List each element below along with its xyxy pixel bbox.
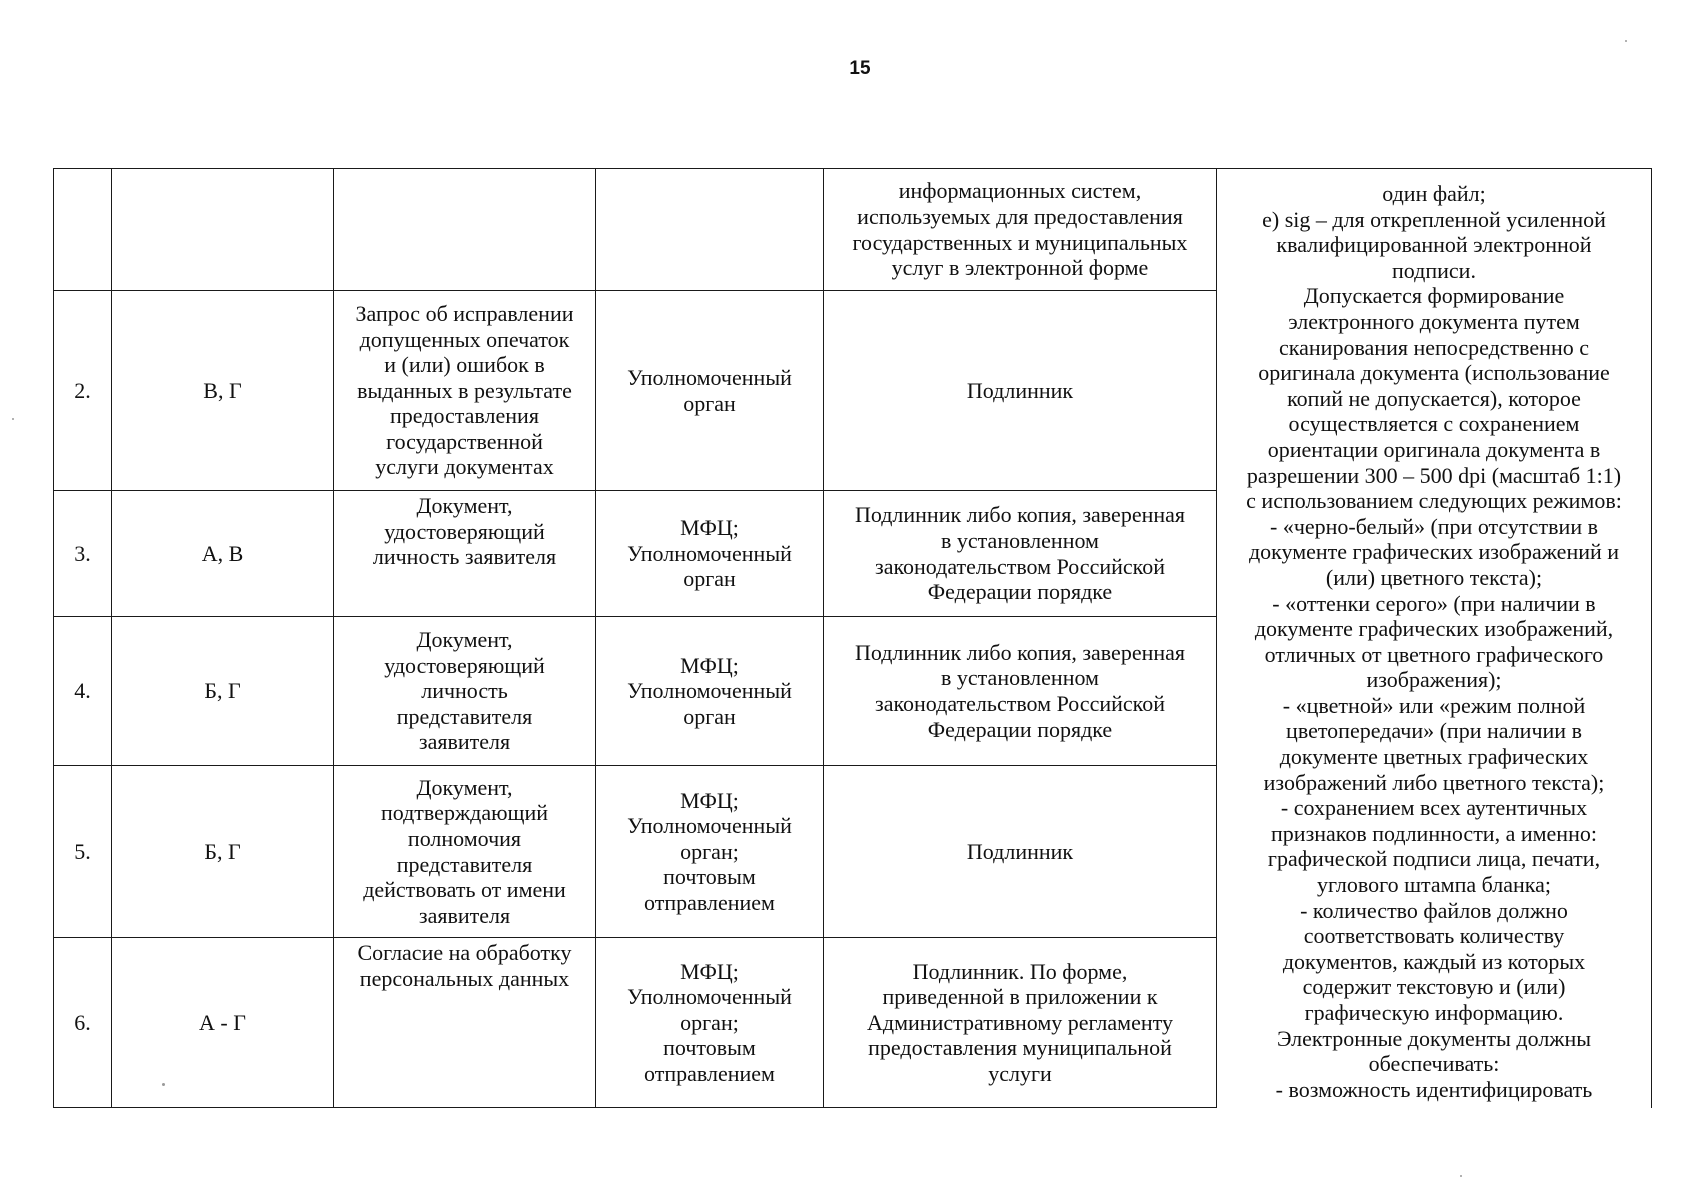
text-line: Документ, [416, 627, 513, 653]
text-line: услуги [988, 1060, 1052, 1086]
text-line: государственных и муниципальных [852, 229, 1188, 255]
text-line: выданных в результате [357, 377, 572, 403]
text-line: оригинала документа (использование [1258, 360, 1610, 386]
text-line: предоставления муниципальной [868, 1035, 1172, 1061]
text-line: разрешении 300 – 500 dpi (масштаб 1:1) [1246, 462, 1622, 488]
text-line: заявителя [418, 729, 511, 755]
text-line: - «черно-белый» (при отсутствии в [1270, 513, 1598, 539]
text-line: Подлинник. По форме, [912, 958, 1128, 984]
text-line: - возможность идентифицировать [1275, 1076, 1593, 1102]
text-line: графическую информацию. [1304, 1000, 1564, 1025]
document-name-cell [334, 938, 596, 1108]
text-line: государственной [386, 428, 543, 454]
applicant-category-cell: Б, Г [112, 617, 334, 766]
document-form-cell [824, 938, 1217, 1108]
text-line: услуги документах [375, 454, 554, 480]
text-line: Уполномоченный [627, 540, 792, 566]
text-line: сканирования непосредственно с [1279, 334, 1589, 360]
text-line: отличных от цветного графического [1264, 641, 1604, 667]
text-line: в установленном [941, 527, 1099, 553]
document-name-cell [334, 766, 596, 938]
text-line: орган [683, 566, 736, 592]
applicant-category-cell: Б, Г [112, 766, 334, 938]
text-line: (или) цветного текста); [1325, 564, 1543, 590]
text-line: представителя [396, 703, 533, 729]
text-line: и (или) ошибок в [384, 352, 545, 378]
text-line: полномочия [407, 825, 522, 851]
text-line: изображения); [1366, 667, 1502, 693]
text-line: Подлинник [966, 838, 1074, 864]
text-line: личность заявителя [372, 544, 557, 570]
text-line: орган [683, 390, 736, 416]
text-line: Федерации порядке [927, 716, 1113, 742]
submission-place-cell [596, 491, 824, 617]
text-line: почтовым [663, 864, 756, 890]
document-name-cell [334, 169, 596, 291]
text-line: Подлинник либо копия, заверенная [854, 502, 1186, 528]
scan-speck [162, 1083, 165, 1086]
scan-speck [1460, 1175, 1462, 1177]
submission-place-cell [596, 169, 824, 291]
text-line: действовать от имени [363, 877, 566, 903]
text-line: подписи. [1392, 257, 1476, 283]
document-form-cell [824, 766, 1217, 938]
applicant-category-cell [112, 169, 334, 291]
text-line: МФЦ; [680, 958, 739, 984]
text-line: представителя [396, 851, 533, 877]
text-line: цветопередачи» (при наличии в [1286, 718, 1582, 744]
text-line: личность [421, 678, 508, 704]
document-name-cell [334, 491, 596, 617]
text-line: МФЦ; [680, 515, 739, 541]
text-line: Согласие на обработку [357, 940, 572, 965]
text-line: содержит текстовую и (или) [1302, 974, 1566, 1000]
text-line: МФЦ; [680, 652, 739, 678]
document-name-cell [334, 617, 596, 766]
text-line: отправлением [644, 889, 775, 915]
text-line: ориентации оригинала документа в [1267, 436, 1601, 462]
text-line: документе цветных графических [1279, 744, 1589, 770]
text-line: орган [683, 703, 736, 729]
text-line: удостоверяющий [384, 518, 545, 544]
text-line: Федерации порядке [927, 579, 1113, 605]
text-line: Запрос об исправлении [355, 300, 574, 326]
submission-place-cell [596, 938, 824, 1108]
applicant-category-cell: А, В [112, 491, 334, 617]
text-line: заявителя [418, 902, 511, 928]
text-line: углового штампа бланка; [1316, 872, 1552, 898]
page-number: 15 [849, 58, 871, 79]
text-line: законодательством Российской [875, 691, 1165, 716]
submission-place-cell [596, 291, 824, 491]
text-line: Уполномоченный [627, 984, 792, 1010]
text-line: Подлинник либо копия, заверенная [854, 639, 1186, 665]
document-form-cell [824, 491, 1217, 617]
row-number-cell: 4. [54, 617, 112, 766]
text-line: услуг в электронной форме [891, 255, 1149, 281]
text-line: - «цветной» или «режим полной [1282, 692, 1586, 718]
submission-place-cell [596, 766, 824, 938]
text-line: орган; [680, 838, 739, 864]
text-line: почтовым [663, 1035, 756, 1061]
text-line: орган; [680, 1009, 739, 1035]
text-line: признаков подлинности, а именно: [1271, 820, 1597, 846]
text-line: соответствовать количеству [1303, 923, 1565, 949]
text-line: изображений либо цветного текста); [1263, 769, 1605, 795]
text-line: подтверждающий [380, 800, 549, 826]
documents-table [53, 168, 1652, 1108]
text-line: Электронные документы должны [1276, 1025, 1592, 1051]
text-line: персональных данных [359, 965, 570, 991]
text-line: документе графических изображений, [1254, 616, 1614, 642]
document-form-cell [824, 169, 1217, 291]
table-row [54, 169, 1652, 291]
text-line: один файл; [1382, 181, 1486, 206]
text-line: обеспечивать: [1368, 1051, 1500, 1077]
text-line: с использованием следующих режимов: [1246, 488, 1622, 514]
text-line: квалифицированной электронной [1276, 232, 1592, 258]
text-line: графической подписи лица, печати, [1267, 846, 1601, 872]
scan-speck [12, 418, 14, 420]
text-line: используемых для предоставления [857, 203, 1183, 229]
text-line: в установленном [941, 665, 1099, 691]
row-number-cell: 3. [54, 491, 112, 617]
text-line: Допускается формирование [1303, 283, 1565, 309]
row-number-cell: 5. [54, 766, 112, 938]
text-line: Административному регламенту [867, 1009, 1173, 1035]
text-line: приведенной в приложении к [882, 984, 1158, 1010]
document-name-cell [334, 291, 596, 491]
applicant-category-cell: А - Г [112, 938, 334, 1108]
text-line: МФЦ; [680, 787, 739, 813]
text-line: осуществляется с сохранением [1288, 411, 1580, 437]
electronic-document-requirements-cell [1217, 169, 1652, 1108]
text-line: отправлением [644, 1060, 775, 1086]
applicant-category-cell: В, Г [112, 291, 334, 491]
text-line: документов, каждый из которых [1282, 948, 1586, 974]
text-line: Подлинник [966, 377, 1074, 403]
text-line: удостоверяющий [384, 652, 545, 678]
text-line: законодательством Российской [875, 553, 1165, 579]
document-form-cell [824, 291, 1217, 491]
document-form-cell [824, 617, 1217, 766]
scan-speck [1625, 40, 1627, 42]
text-line: документе графических изображений и [1248, 539, 1620, 565]
text-line: информационных систем, [898, 178, 1142, 204]
text-line: - «оттенки серого» (при наличии в [1272, 590, 1596, 616]
text-line: Уполномоченный [627, 813, 792, 839]
text-line: копий не допускается), которое [1287, 385, 1581, 411]
text-line: Документ, [416, 774, 513, 800]
row-number-cell: 6. [54, 938, 112, 1108]
submission-place-cell [596, 617, 824, 766]
text-line: - сохранением всех аутентичных [1280, 795, 1588, 821]
text-line: Документ, [416, 493, 513, 518]
text-line: допущенных опечаток [359, 326, 570, 352]
row-number-cell [54, 169, 112, 291]
row-number-cell: 2. [54, 291, 112, 491]
text-line: Уполномоченный [627, 364, 792, 390]
text-line: - количество файлов должно [1300, 897, 1568, 923]
text-line: предоставления [390, 403, 539, 429]
text-line: электронного документа путем [1288, 308, 1580, 334]
text-line: Уполномоченный [627, 678, 792, 704]
text-line: е) sig – для открепленной усиленной [1262, 206, 1606, 232]
